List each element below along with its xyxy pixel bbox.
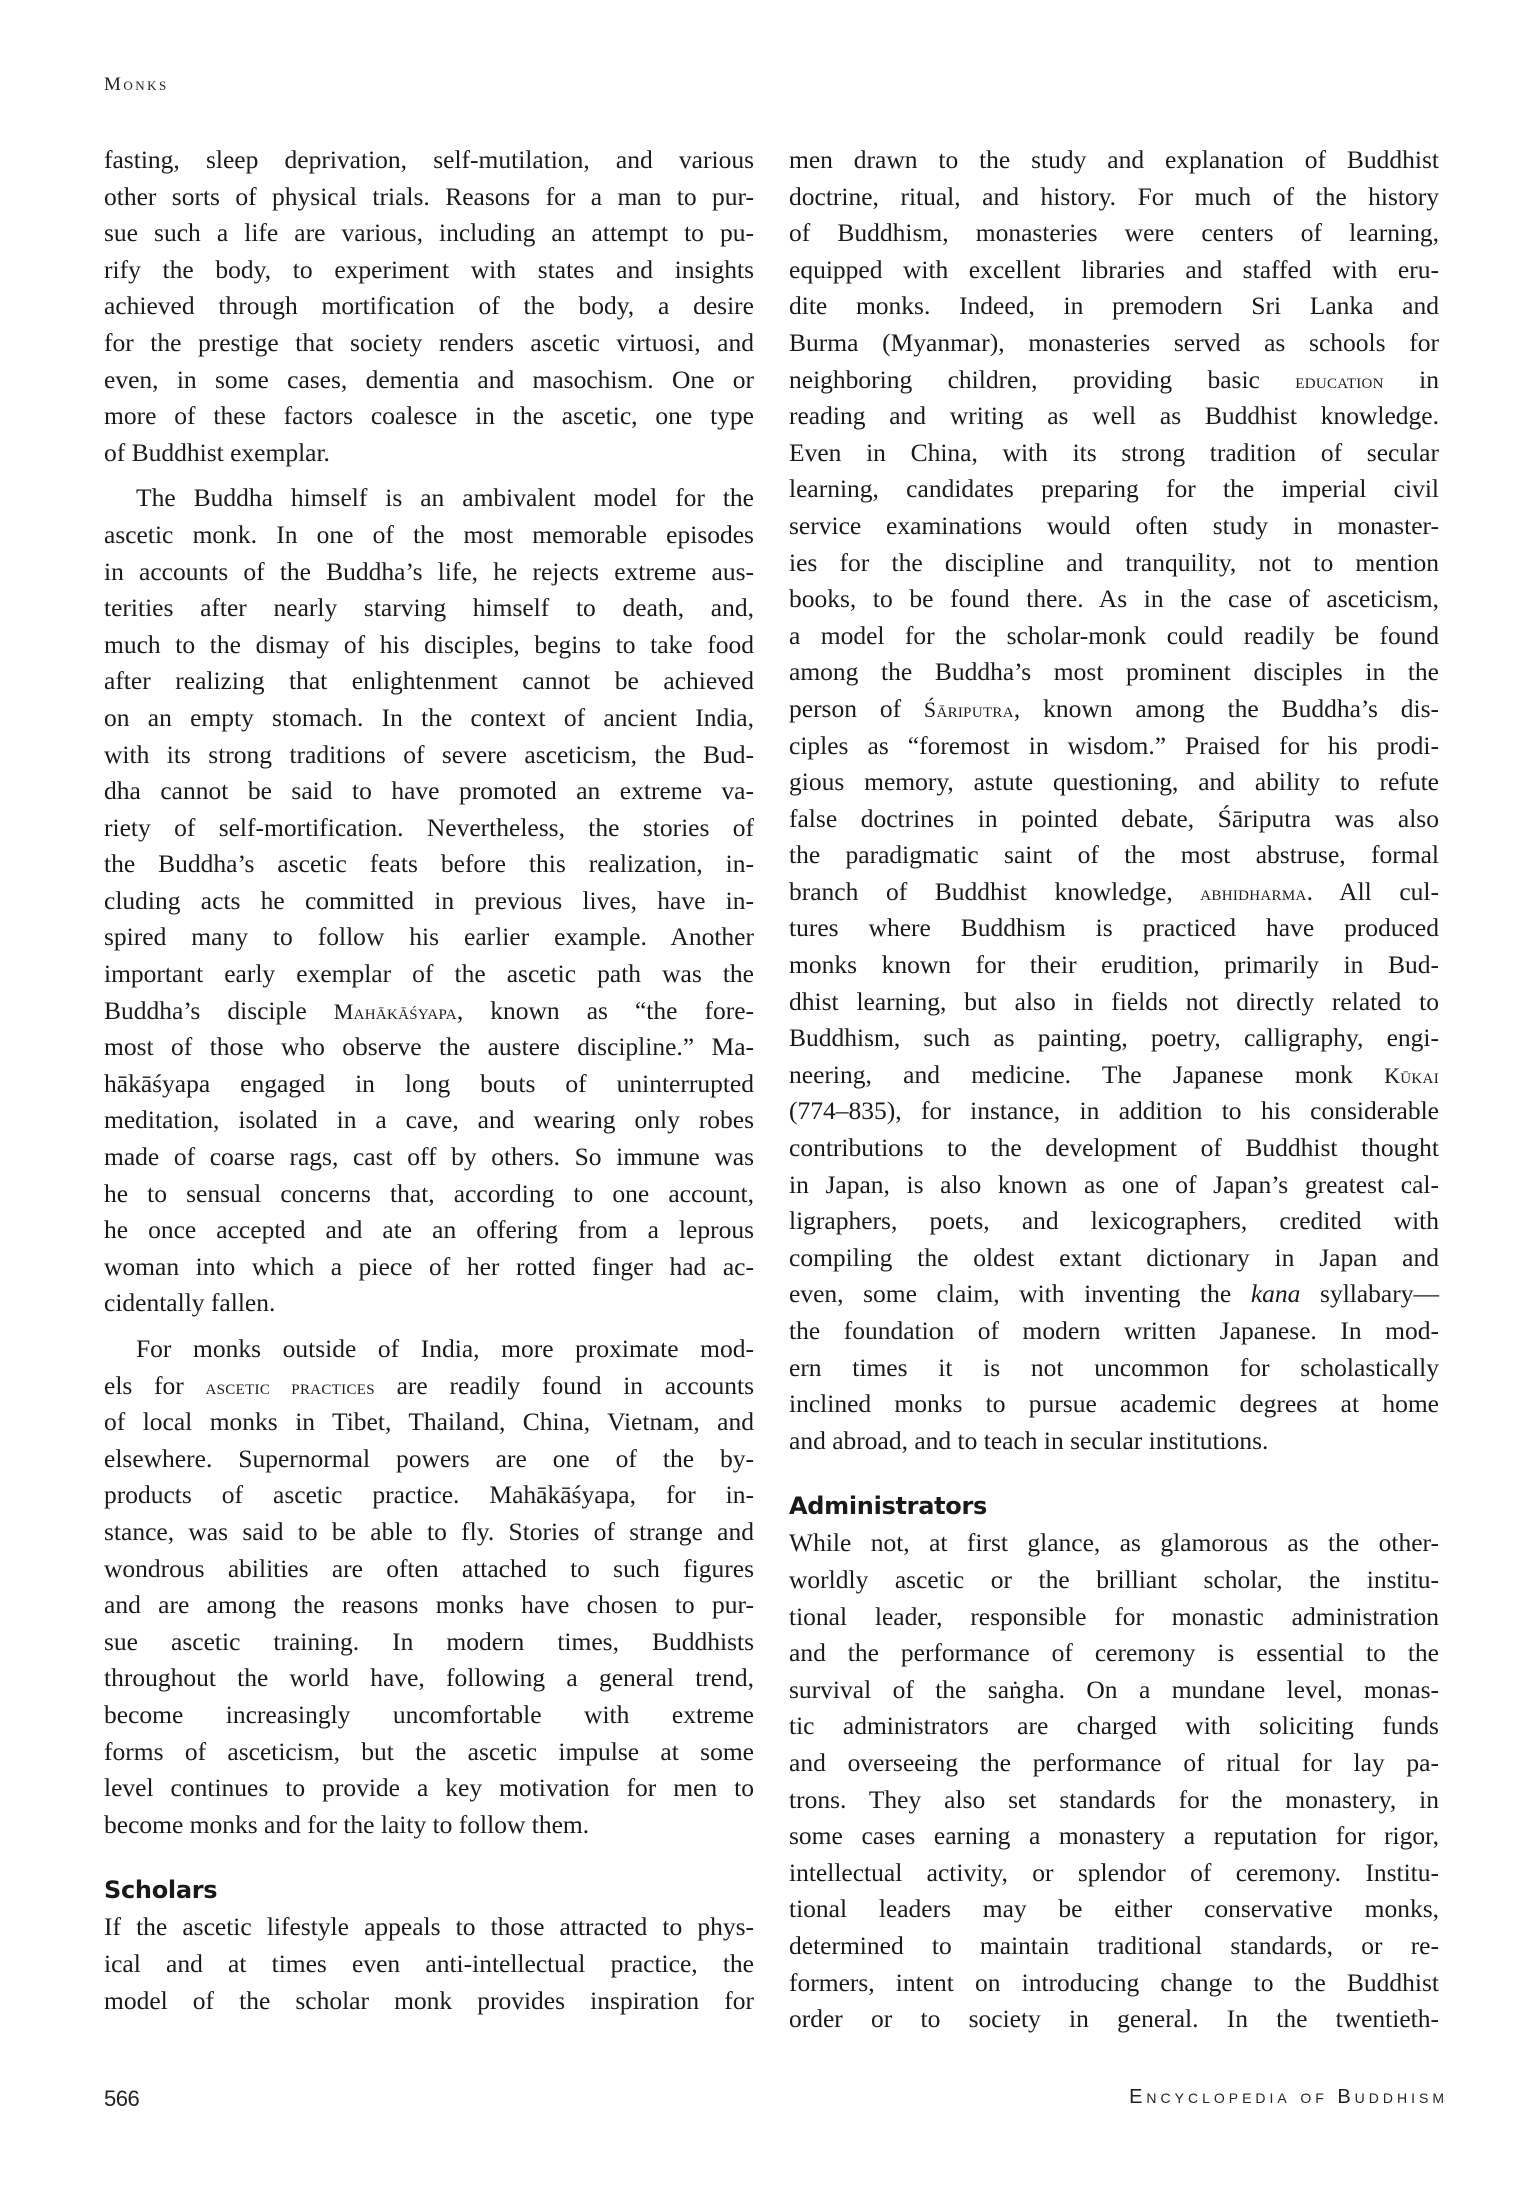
text-fragment: are readily found in accounts <box>374 1370 754 1400</box>
text-line: throughout the world have, following a general trend, <box>104 1663 754 1693</box>
text-fragment: . All cul- <box>1306 876 1439 906</box>
text-line: and abroad, and to teach in secular institutions. <box>789 1425 1269 1455</box>
text-line: compiling the oldest extant dictionary in Japan and <box>789 1242 1439 1272</box>
text-line: in accounts of the Buddha’s life, he rejects extreme aus- <box>104 556 754 586</box>
text-line: terities after nearly starving himself to death, and, <box>104 593 754 623</box>
text-line: and the performance of ceremony is essential to the <box>789 1638 1439 1668</box>
text-line: intellectual activity, or splendor of ceremony. Institu- <box>789 1857 1439 1887</box>
text-line <box>789 691 1439 728</box>
text-line: tures where Buddhism is practiced have produced <box>789 913 1439 943</box>
text-fragment: , known among the Buddha’s dis- <box>1013 693 1439 723</box>
text-line <box>789 1057 1439 1094</box>
text-line: of Buddhist exemplar. <box>104 437 330 467</box>
text-line: survival of the saṅgha. On a mundane level, monas- <box>789 1674 1439 1704</box>
page-number: 566 <box>104 2086 140 2111</box>
text-line: other sorts of physical trials. Reasons for a man to pur- <box>104 181 754 211</box>
text-line: become monks and for the laity to follow them. <box>104 1809 590 1839</box>
book-title-footer: Encyclopedia of Buddhism <box>1129 2086 1448 2108</box>
text-fragment: person of <box>789 693 924 723</box>
paragraph-ascetic-trials <box>104 142 754 471</box>
text-fragment: Buddha’s disciple <box>104 995 334 1025</box>
text-line: in Japan, is also known as one of Japan’s greatest cal- <box>789 1169 1439 1199</box>
text-line: of local monks in Tibet, Thailand, China, Vietnam, and <box>104 1407 754 1437</box>
text-line: tional leader, responsible for monastic administration <box>789 1601 1439 1631</box>
section-heading-scholars: Scholars <box>104 1876 218 1905</box>
text-line: fasting, sleep deprivation, self-mutilation, and various <box>104 145 754 174</box>
text-line: a model for the scholar-monk could readily be found <box>789 620 1439 650</box>
text-line: stance, was said to be able to fly. Stories of strange and <box>104 1516 754 1546</box>
text-line: Buddhism, such as painting, poetry, calligraphy, engi- <box>789 1023 1439 1053</box>
paragraph-administrators <box>789 1525 1439 2037</box>
text-line <box>789 1276 1439 1313</box>
text-line: false doctrines in pointed debate, Śāriputra was also <box>789 803 1439 833</box>
text-line: books, to be found there. As in the case of asceticism, <box>789 584 1439 614</box>
text-line: the foundation of modern written Japanese. In mod- <box>789 1316 1439 1345</box>
text-line: tic administrators are charged with soliciting funds <box>789 1711 1439 1741</box>
text-line: with its strong traditions of severe asceticism, the Bud- <box>104 739 754 769</box>
running-head: Monks <box>104 74 169 95</box>
text-line: riety of self-mortification. Nevertheless, the stories of <box>104 812 754 842</box>
text-line: contributions to the development of Buddhist thought <box>789 1133 1439 1163</box>
text-line: order or to society in general. In the twentieth- <box>789 2004 1439 2034</box>
text-line: doctrine, ritual, and history. For much of the history <box>789 181 1439 211</box>
right-column <box>789 142 1439 2038</box>
text-line: much to the dismay of his disciples, begins to take food <box>104 629 754 659</box>
text-line: inclined monks to pursue academic degrees at home <box>789 1389 1439 1419</box>
cross-reference-sariputra[interactable]: Śāriputra <box>923 696 1014 722</box>
text-line: elsewhere. Supernormal powers are one of the by- <box>104 1443 754 1473</box>
text-line: men drawn to the study and explanation of Buddhist <box>789 145 1439 174</box>
cross-reference-mahakasyapa[interactable]: Mahākāśyapa <box>333 998 457 1024</box>
text-line: ligraphers, poets, and lexicographers, credited with <box>789 1206 1439 1236</box>
text-line: While not, at first glance, as glamorous as the other- <box>789 1528 1439 1558</box>
text-line: made of coarse rags, cast off by others. So immune was <box>104 1142 754 1172</box>
text-line: important early exemplar of the ascetic path was the <box>104 959 754 989</box>
text-line: for the prestige that society renders ascetic virtuosi, and <box>104 327 754 357</box>
text-line: spired many to follow his earlier example. Another <box>104 922 754 952</box>
text-line: the Buddha’s ascetic feats before this realization, in- <box>104 849 754 879</box>
left-column <box>104 142 754 2019</box>
text-line: ascetic monk. In one of the most memorable episodes <box>104 519 754 549</box>
text-line: he once accepted and ate an offering from a leprous <box>104 1215 754 1245</box>
text-line: gious memory, astute questioning, and ability to refute <box>789 767 1439 797</box>
text-fragment: in <box>1383 364 1439 394</box>
text-fragment: syllabary— <box>1300 1279 1439 1309</box>
text-line <box>104 1368 754 1405</box>
paragraph-buddha-model <box>104 480 754 1322</box>
text-line: reading and writing as well as Buddhist knowledge. <box>789 401 1439 431</box>
paragraph-scholar-monks <box>789 142 1439 1459</box>
text-line <box>789 874 1439 911</box>
text-line: sue ascetic training. In modern times, Buddhists <box>104 1626 754 1656</box>
italic-term-kana: kana <box>1250 1279 1301 1309</box>
paragraph-outside-india <box>104 1331 754 1843</box>
text-line: become increasingly uncomfortable with extreme <box>104 1699 754 1729</box>
text-line: more of these factors coalesce in the ascetic, one type <box>104 401 754 431</box>
text-line: Even in China, with its strong tradition of secular <box>789 437 1439 467</box>
text-line: on an empty stomach. In the context of ancient India, <box>104 702 754 732</box>
text-line: dite monks. Indeed, in premodern Sri Lanka and <box>789 291 1439 321</box>
text-fragment: branch of Buddhist knowledge, <box>789 876 1201 906</box>
text-line: dhist learning, but also in fields not directly related to <box>789 986 1439 1016</box>
text-line: and overseeing the performance of ritual for lay pa- <box>789 1747 1439 1777</box>
text-line: dha cannot be said to have promoted an extreme va- <box>104 776 754 806</box>
text-line: worldly ascetic or the brilliant scholar, the institu- <box>789 1564 1439 1594</box>
text-line: The Buddha himself is an ambivalent model for the <box>136 483 754 513</box>
text-line: For monks outside of India, more proximate mod- <box>136 1334 754 1363</box>
text-line: equipped with excellent libraries and staffed with eru- <box>789 254 1439 284</box>
text-line: woman into which a piece of her rotted finger had ac- <box>104 1251 754 1281</box>
text-line: If the ascetic lifestyle appeals to those attracted to phys- <box>104 1912 754 1942</box>
text-line: monks known for their erudition, primarily in Bud- <box>789 950 1439 980</box>
text-line: trons. They also set standards for the monastery, in <box>789 1784 1439 1814</box>
text-line: hākāśyapa engaged in long bouts of uninterrupted <box>104 1068 754 1098</box>
text-line: most of those who observe the austere discipline.” Ma- <box>104 1032 754 1062</box>
section-heading-administrators: Administrators <box>789 1492 987 1521</box>
text-line: rify the body, to experiment with states and insights <box>104 254 754 284</box>
text-line: after realizing that enlightenment cannot be achieved <box>104 666 754 696</box>
text-line: model of the scholar monk provides inspiration for <box>104 1985 754 2015</box>
text-fragment: els for <box>104 1370 206 1400</box>
text-fragment: neighboring children, providing basic <box>789 364 1296 394</box>
text-line: he to sensual concerns that, according to one account, <box>104 1178 754 1208</box>
text-line: wondrous abilities are often attached to such figures <box>104 1553 754 1583</box>
text-line: among the Buddha’s most prominent disciples in the <box>789 657 1439 687</box>
text-line: products of ascetic practice. Mahākāśyapa, for in- <box>104 1480 754 1510</box>
text-line: ciples as “foremost in wisdom.” Praised for his prodi- <box>789 730 1439 760</box>
text-line: tional leaders may be either conservative monks, <box>789 1894 1439 1924</box>
text-line: learning, candidates preparing for the imperial civil <box>789 474 1439 504</box>
text-line: sue such a life are various, including an attempt to pu- <box>104 218 754 248</box>
text-line: service examinations would often study in monaster- <box>789 510 1439 540</box>
text-line: and are among the reasons monks have chosen to pur- <box>104 1590 754 1620</box>
text-line: Burma (Myanmar), monasteries served as schools for <box>789 327 1439 357</box>
text-line: ical and at times even anti-intellectual practice, the <box>104 1948 754 1978</box>
cross-reference-kukai[interactable]: Kūkai <box>1384 1062 1439 1088</box>
text-fragment: even, some claim, with inventing the <box>789 1279 1251 1309</box>
text-line: forms of asceticism, but the ascetic impulse at some <box>104 1736 754 1766</box>
text-line: even, in some cases, dementia and masochism. One or <box>104 364 754 394</box>
text-line: formers, intent on introducing change to the Buddhist <box>789 1967 1439 1997</box>
cross-reference-ascetic-practices[interactable]: ascetic practices <box>205 1373 375 1399</box>
text-line: cluding acts he committed in previous lives, have in- <box>104 885 754 915</box>
text-fragment: , known as “the fore- <box>456 995 755 1025</box>
text-line: some cases earning a monastery a reputation for rigor, <box>789 1821 1439 1851</box>
text-line: the paradigmatic saint of the most abstruse, formal <box>789 840 1439 870</box>
text-line: of Buddhism, monasteries were centers of learning, <box>789 218 1439 248</box>
paragraph-scholars-intro <box>104 1909 754 2019</box>
text-line: cidentally fallen. <box>104 1288 276 1318</box>
text-line: level continues to provide a key motivation for men to <box>104 1773 754 1803</box>
text-line: (774–835), for instance, in addition to his considerable <box>789 1096 1439 1126</box>
text-line <box>104 993 754 1030</box>
text-line: ies for the discipline and tranquility, not to mention <box>789 547 1439 577</box>
cross-reference-education[interactable]: education <box>1295 367 1384 393</box>
text-line: determined to maintain traditional standards, or re- <box>789 1930 1439 1960</box>
text-fragment: neering, and medicine. The Japanese monk <box>789 1059 1385 1089</box>
text-line: meditation, isolated in a cave, and wearing only robes <box>104 1105 754 1135</box>
text-line <box>789 362 1439 399</box>
cross-reference-abhidharma[interactable]: abhidharma <box>1200 879 1307 905</box>
text-line: achieved through mortification of the body, a desire <box>104 291 754 321</box>
text-line: ern times it is not uncommon for scholastically <box>789 1352 1439 1382</box>
